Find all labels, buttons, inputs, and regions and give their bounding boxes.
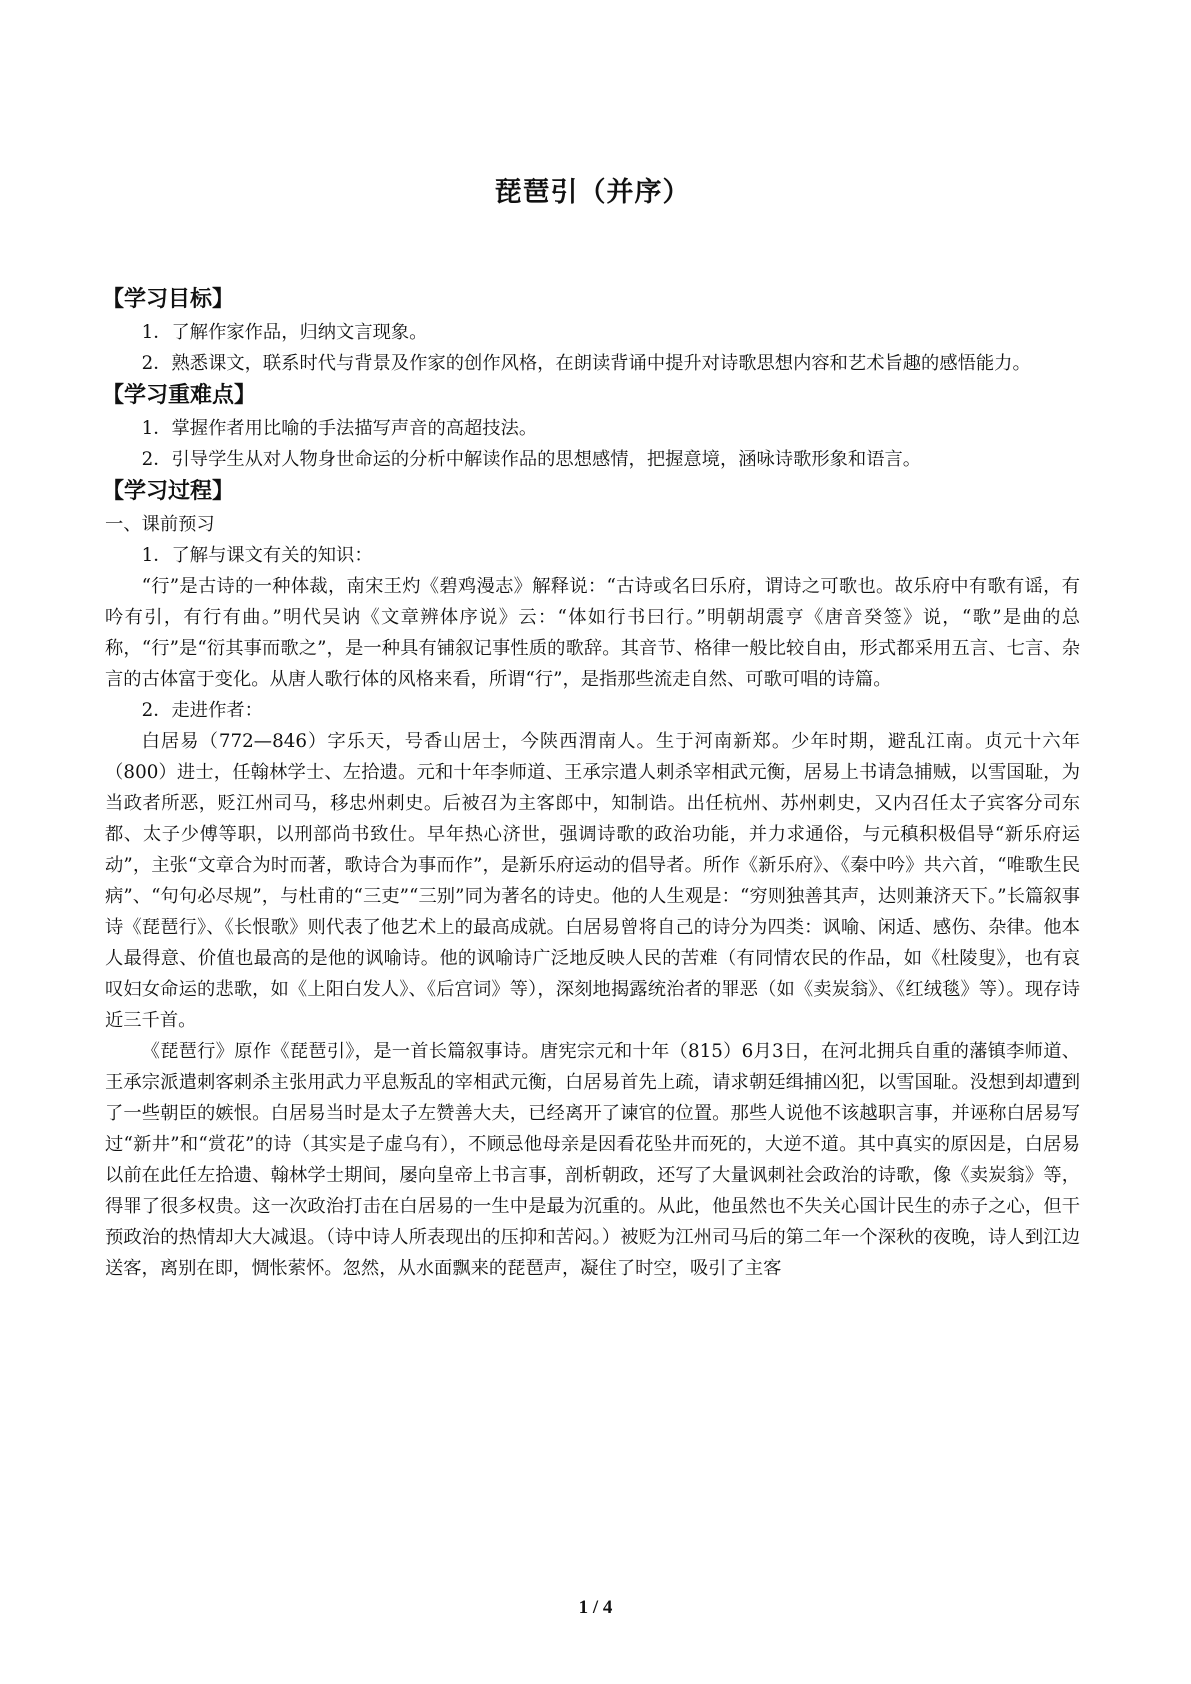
paragraph-author-bio: 白居易（772—846）字乐天，号香山居士，今陕西渭南人。生于河南新郑。少年时期，避乱江南。贞元十六年（800）进士，任翰林学士、左拾遗。元和十年李师道、王承宗遣人刺杀宰相武元衡，居易上书请急捕贼，以雪国耻，为当政者所恶，贬江州司马，移忠州刺史。后被召为主客郎中，知制诰。出任杭州、苏州刺史，又内召任太子宾客分司东都、太子少傅等职，以刑部尚书致仕。早年热心济世，强调诗歌的政治功能，并力求通俗，与元稹积极倡导“新乐府运动”，主张“文章合为时而著，歌诗合为事而作”，是新乐府运动的倡导者。所作《新乐府》、《秦中吟》共六首，“唯歌生民病”、“句句必尽规”，与杜甫的“三吏”“三别”同为著名的诗史。他的人生观是：“穷则独善其声，达则兼济天下。”长篇叙事诗《琵琶行》、《长恨歌》则代表了他艺术上的最高成就。白居易曾将自己的诗分为四类：讽喻、闲适、感伤、杂律。他本人最得意、价值也最高的是他的讽喻诗。他的讽喻诗广泛地反映人民的苦难（有同情农民的作品，如《杜陵叟》，也有哀叹妇女命运的悲歌，如《上阳白发人》、《后宫词》等），深刻地揭露统治者的罪恶（如《卖炭翁》、《红绒毯》等）。现存诗近三千首。: [105, 731, 1080, 1031]
page-title: 琵琶引（并序）: [494, 177, 691, 208]
goal-item: 1．了解作家作品，归纳文言现象。: [141, 322, 428, 343]
key-point-item: 2．引导学生从对人物身世命运的分析中解读作品的思想感情，把握意境，涵咏诗歌形象和语言。: [141, 449, 922, 470]
process-item-knowledge: 1．了解与课文有关的知识：: [141, 545, 373, 566]
section-heading-process: 【学习过程】: [102, 479, 235, 504]
subsection-heading-preview: 一、课前预习: [105, 514, 215, 535]
paragraph-genre: “行”是古诗的一种体裁，南宋王灼《碧鸡漫志》解释说：“古诗或名曰乐府，谓诗之可歌也。故乐府中有歌有谣，有吟有引，有行有曲。”明代吴讷《文章辨体序说》云：“体如行书曰行。”明朝胡震亨《唐音癸签》说，“歌”是曲的总称，“行”是“衍其事而歌之”，是一种具有铺叙记事性质的歌辞。其音节、格律一般比较自由，形式都采用五言、七言、杂言的古体富于变化。从唐人歌行体的风格来看，所谓“行”，是指那些流走自然、可歌可唱的诗篇。: [105, 576, 1080, 690]
section-heading-key-points: 【学习重难点】: [102, 383, 257, 408]
paragraph-background: 《琵琶行》原作《琵琶引》，是一首长篇叙事诗。唐宪宗元和十年（815）6月3日，在河北拥兵自重的藩镇李师道、王承宗派遣刺客刺杀主张用武力平息叛乱的宰相武元衡，白居易首先上疏，请求朝廷缉捕凶犯，以雪国耻。没想到却遭到了一些朝臣的嫉恨。白居易当时是太子左赞善大夫，已经离开了谏官的位置。那些人说他不该越职言事，并诬称白居易写过“新井”和“赏花”的诗（其实是子虚乌有），不顾忌他母亲是因看花坠井而死的，大逆不道。其中真实的原因是，白居易以前在此任左拾遗、翰林学士期间，屡向皇帝上书言事，剖析朝政，还写了大量讽刺社会政治的诗歌，像《卖炭翁》等，得罪了很多权贵。这一次政治打击在白居易的一生中是最为沉重的。从此，他虽然也不失关心国计民生的赤子之心，但干预政治的热情却大大减退。（诗中诗人所表现出的压抑和苦闷。）被贬为江州司马后的第二年一个深秋的夜晚，诗人到江边送客，离别在即，惆怅萦怀。忽然，从水面飘来的琵琶声，凝住了时空，吸引了主客: [105, 1041, 1080, 1279]
page-number: 1 / 4: [578, 1597, 613, 1618]
section-heading-goals: 【学习目标】: [102, 287, 235, 312]
key-point-item: 1．掌握作者用比喻的手法描写声音的高超技法。: [141, 418, 538, 439]
document-body: [102, 283, 1080, 1284]
goal-item: 2．熟悉课文，联系时代与背景及作家的创作风格，在朗读背诵中提升对诗歌思想内容和艺术旨趣的感悟能力。: [141, 353, 1031, 374]
process-item-author: 2．走进作者：: [141, 700, 263, 721]
